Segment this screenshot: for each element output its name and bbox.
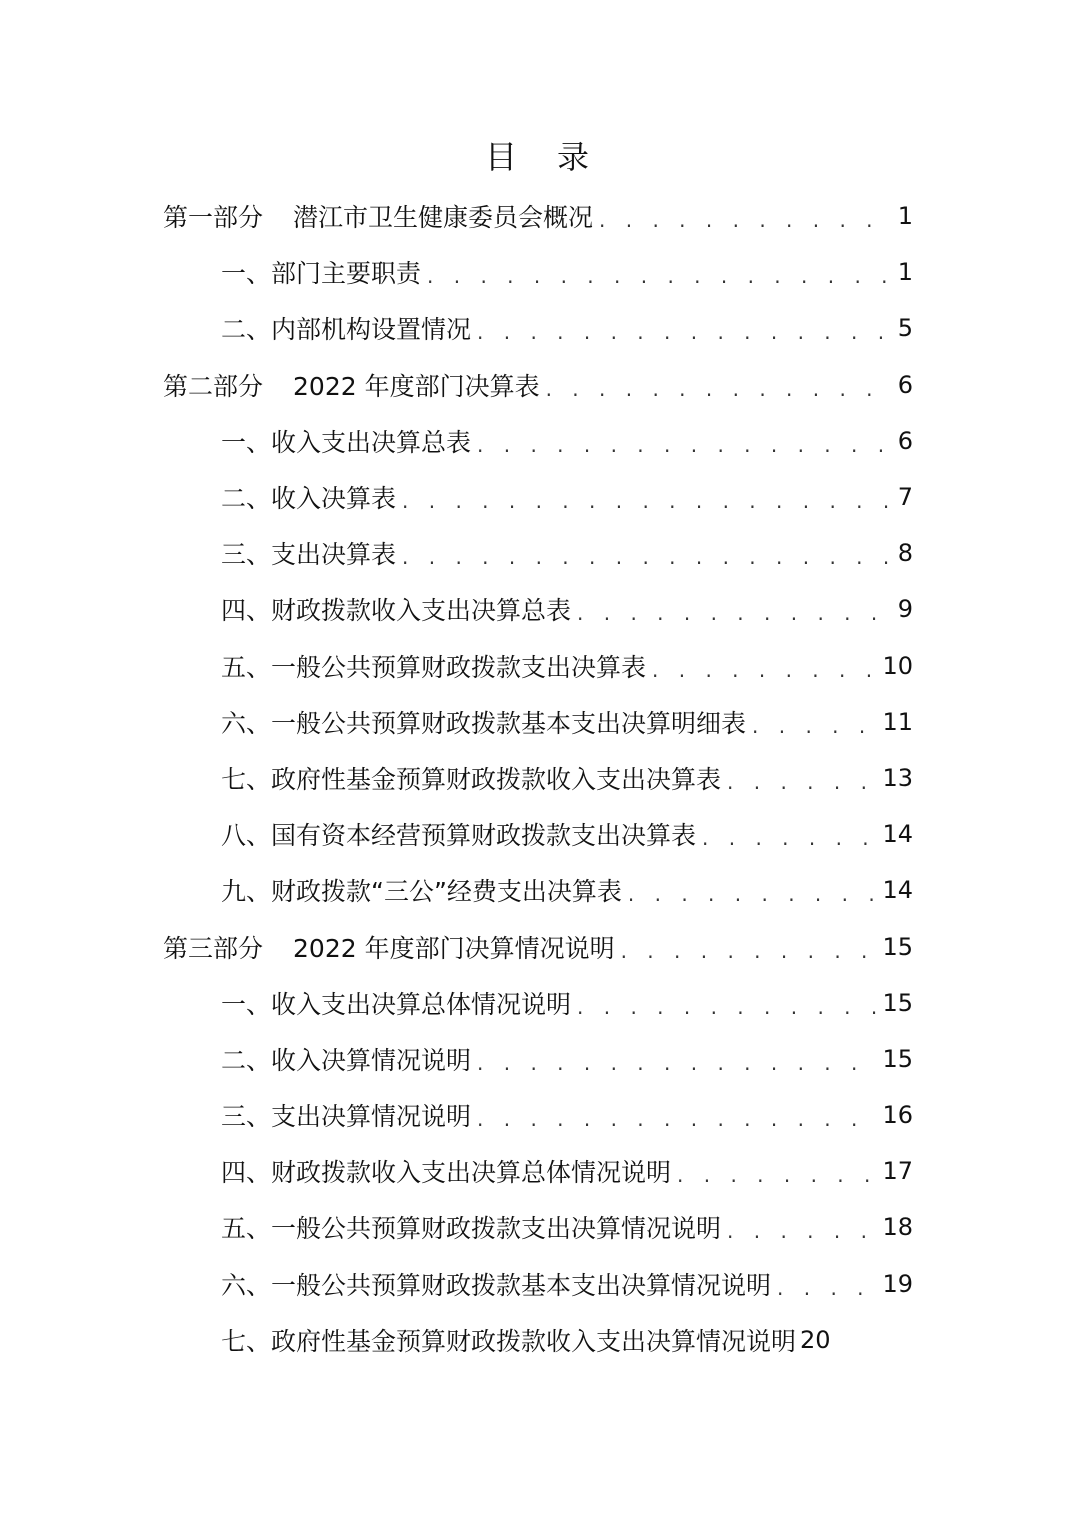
- toc-leader-dots: [402, 539, 894, 567]
- toc-entry-title: 七、政府性基金预算财政拨款收入支出决算情况说明: [221, 1326, 797, 1356]
- toc-entry-text: [221, 872, 628, 908]
- toc-entry-title: 六、一般公共预算财政拨款基本支出决算明细表: [221, 708, 747, 738]
- toc-page-number: 5: [897, 314, 913, 343]
- toc-entry-title: 七、政府性基金预算财政拨款收入支出决算表: [221, 764, 722, 794]
- toc-leader-dots: [727, 1213, 878, 1241]
- toc-section-entry[interactable]: [0, 1312, 913, 1368]
- toc-leader-dots: [477, 427, 894, 455]
- toc-leader-dots: [621, 933, 879, 961]
- toc-entry-title: 二、收入决算情况说明: [221, 1045, 472, 1075]
- toc-part-entry[interactable]: [0, 188, 913, 244]
- toc-page-number: 11: [882, 707, 913, 736]
- toc-entry-title: 2022 年度部门决算情况说明: [293, 933, 615, 963]
- toc-page-number: 10: [882, 651, 913, 680]
- toc-part-entry[interactable]: [0, 918, 913, 974]
- toc-leader-dots: [427, 258, 894, 286]
- toc-leader-dots: [752, 708, 878, 736]
- toc-section-entry[interactable]: [0, 1199, 913, 1255]
- toc-entry-text: [221, 591, 577, 627]
- toc-entry-title: 二、收入决算表: [221, 484, 397, 514]
- toc-page-number: 13: [882, 763, 913, 792]
- toc-leader-dots: [727, 764, 878, 792]
- toc-entry-text: [221, 1041, 477, 1077]
- toc-part-label: 第一部分: [163, 203, 264, 233]
- toc-entry-text: [221, 1266, 777, 1302]
- toc-entry-title: 九、财政拨款“三公”经费支出决算表: [221, 877, 622, 907]
- toc-entry-text: [221, 1209, 727, 1245]
- toc-leader-dots: [599, 202, 894, 230]
- toc-page-number: 9: [897, 595, 913, 624]
- toc-page-number: 18: [882, 1213, 913, 1242]
- toc-entry-text: [221, 310, 477, 346]
- toc-entry-text: [221, 1322, 796, 1358]
- toc-entry-text: [221, 985, 577, 1021]
- toc-page-number: 17: [882, 1157, 913, 1186]
- toc-section-entry[interactable]: [0, 525, 913, 581]
- toc-entry-text: [221, 254, 427, 290]
- toc-section-entry[interactable]: [0, 300, 913, 356]
- toc-leader-dots: [577, 989, 878, 1017]
- toc-entry-text: [221, 1097, 477, 1133]
- toc-entry-title: 五、一般公共预算财政拨款支出决算表: [221, 652, 647, 682]
- toc-section-entry[interactable]: [0, 694, 913, 750]
- toc-entry-title: 二、内部机构设置情况: [221, 315, 472, 345]
- toc-section-entry[interactable]: [0, 581, 913, 637]
- toc-entry-title: 四、财政拨款收入支出决算总表: [221, 596, 572, 626]
- toc-leader-dots: [628, 876, 879, 904]
- toc-entry-title: 六、一般公共预算财政拨款基本支出决算情况说明: [221, 1270, 772, 1300]
- toc-section-entry[interactable]: [0, 469, 913, 525]
- toc-leader-dots: [777, 1270, 878, 1298]
- toc-section-entry[interactable]: [0, 862, 913, 918]
- toc-leader-dots: [652, 652, 878, 680]
- toc-section-entry[interactable]: [0, 806, 913, 862]
- toc-leader-dots: [477, 1045, 878, 1073]
- toc-page-number: 15: [882, 988, 913, 1017]
- toc-page-number: 15: [882, 1044, 913, 1073]
- toc-leader-dots: [402, 483, 894, 511]
- toc-part-entry[interactable]: [0, 357, 913, 413]
- toc-page-number: 1: [897, 202, 913, 231]
- toc-page-number: 19: [882, 1269, 913, 1298]
- toc-page-number: 20: [800, 1325, 831, 1354]
- toc-entry-text: [221, 648, 652, 684]
- toc-leader-dots: [546, 371, 894, 399]
- toc-entry-text: [221, 760, 727, 796]
- toc-entry-text: [221, 423, 477, 459]
- toc-section-entry[interactable]: [0, 1031, 913, 1087]
- toc-entry-title: 五、一般公共预算财政拨款支出决算情况说明: [221, 1214, 722, 1244]
- toc-page-number: 6: [897, 370, 913, 399]
- toc-entry-text: [221, 1153, 677, 1189]
- toc-leader-dots: [477, 1101, 878, 1129]
- toc-page-number: 14: [882, 820, 913, 849]
- toc-page-number: 6: [897, 426, 913, 455]
- toc-entry-text: [221, 816, 702, 852]
- toc-entry-title: 三、支出决算表: [221, 540, 397, 570]
- toc-part-label: 第三部分: [163, 933, 264, 963]
- toc-section-entry[interactable]: [0, 1143, 913, 1199]
- toc-page-number: 7: [897, 483, 913, 512]
- toc-leader-dots: [577, 595, 894, 623]
- toc-entry-text: [221, 535, 402, 571]
- toc-leader-dots: [677, 1157, 878, 1185]
- toc-entry-title: 2022 年度部门决算表: [293, 371, 540, 401]
- toc-leader-dots: [702, 820, 878, 848]
- toc-section-entry[interactable]: [0, 413, 913, 469]
- toc-entry-text: [163, 929, 621, 965]
- toc-section-entry[interactable]: [0, 638, 913, 694]
- toc-entry-text: [221, 479, 402, 515]
- table-of-contents: [0, 188, 1074, 1368]
- toc-section-entry[interactable]: [0, 975, 913, 1031]
- toc-entry-title: 一、收入支出决算总体情况说明: [221, 989, 572, 1019]
- toc-entry-text: [221, 704, 752, 740]
- toc-section-entry[interactable]: [0, 244, 913, 300]
- toc-entry-title: 潜江市卫生健康委员会概况: [293, 203, 594, 233]
- toc-entry-title: 三、支出决算情况说明: [221, 1102, 472, 1132]
- page-title: 目录: [484, 138, 629, 176]
- toc-page-number: 14: [882, 876, 913, 905]
- toc-entry-text: [163, 198, 599, 234]
- toc-section-entry[interactable]: [0, 750, 913, 806]
- toc-entry-text: [163, 367, 546, 403]
- toc-leader-dots: [477, 314, 894, 342]
- toc-section-entry[interactable]: [0, 1256, 913, 1312]
- toc-entry-title: 四、财政拨款收入支出决算总体情况说明: [221, 1158, 672, 1188]
- toc-page-number: 8: [897, 539, 913, 568]
- toc-section-entry[interactable]: [0, 1087, 913, 1143]
- toc-entry-title: 一、部门主要职责: [221, 259, 422, 289]
- toc-page-number: 1: [897, 258, 913, 287]
- toc-entry-title: 一、收入支出决算总表: [221, 427, 472, 457]
- toc-page-number: 15: [882, 932, 913, 961]
- toc-entry-title: 八、国有资本经营预算财政拨款支出决算表: [221, 821, 697, 851]
- toc-part-label: 第二部分: [163, 371, 264, 401]
- toc-page-number: 16: [882, 1101, 913, 1130]
